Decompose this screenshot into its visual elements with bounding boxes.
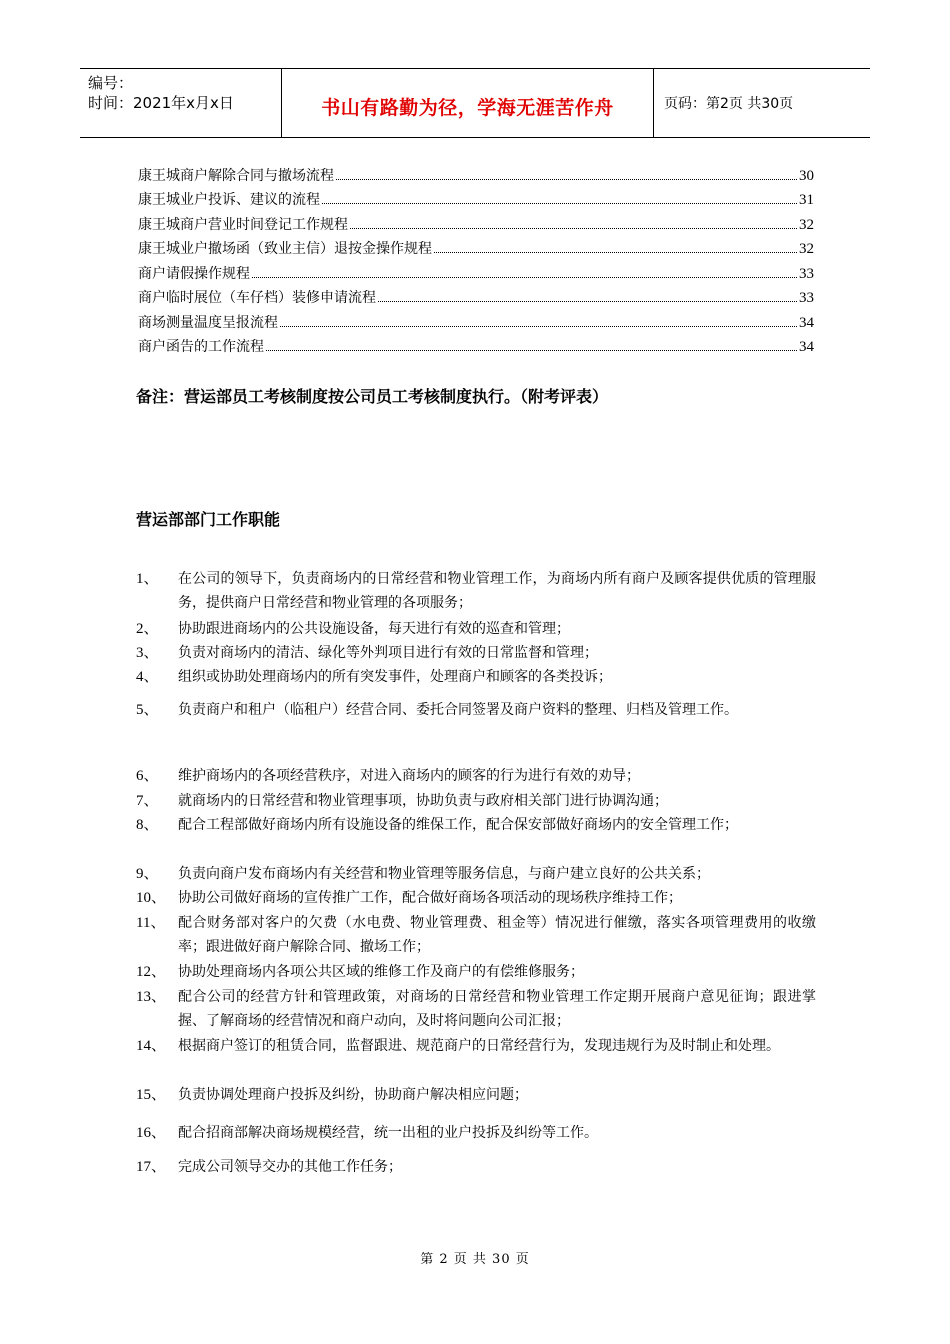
- toc-entry[interactable]: [138, 185, 814, 210]
- duty-item: [136, 1083, 816, 1107]
- duty-item: [136, 1155, 816, 1179]
- duty-text: 完成公司领导交办的其他工作任务；: [178, 1159, 402, 1175]
- toc-leader-dots: [350, 228, 797, 229]
- toc-entry-page: 33: [799, 265, 814, 282]
- duty-number: 17、: [136, 1159, 167, 1175]
- header-meta: [80, 69, 282, 137]
- toc-entry-page: 31: [799, 192, 814, 208]
- duty-text: 配合财务部对客户的欠费（水电费、物业管理费、租金等）情况进行催缴，落实各项管理费用的收缴率；跟进做好商户解除合同、撤场工作；: [178, 915, 816, 955]
- toc-entry-title: 商户请假操作规程: [138, 265, 250, 282]
- duty-item: [136, 764, 816, 788]
- duty-number: 15、: [136, 1087, 167, 1103]
- duty-text: 负责向商户发布商场内有关经营和物业管理等服务信息，与商户建立良好的公共关系；: [178, 866, 710, 882]
- toc-entry-title: 康王城业户撤场函（致业主信）退按金操作规程: [138, 241, 432, 257]
- duty-item: [136, 567, 816, 615]
- duty-number: 10、: [136, 890, 167, 906]
- toc-entry-title: 商场测量温度呈报流程: [138, 314, 278, 331]
- duty-item: [136, 789, 816, 813]
- duty-item: [136, 813, 816, 837]
- toc-leader-dots: [336, 179, 797, 180]
- duty-number: 12、: [136, 964, 167, 980]
- toc-leader-dots: [252, 277, 797, 278]
- duty-item: [136, 617, 816, 641]
- document-header: [80, 68, 870, 138]
- duty-number: 1、: [136, 571, 159, 587]
- toc-leader-dots: [378, 301, 797, 302]
- page-footer: 第 2 页 共 30 页: [420, 1252, 530, 1267]
- duty-number: 3、: [136, 645, 159, 661]
- toc-entry[interactable]: [138, 332, 814, 357]
- duty-text: 配合公司的经营方针和管理政策，对商场的日常经营和物业管理工作定期开展商户意见征询；跟进掌握、了解商场的经营情况和商户动向，及时将问题向公司汇报；: [178, 989, 816, 1029]
- duty-text: 配合工程部做好商场内所有设施设备的维保工作，配合保安部做好商场内的安全管理工作；: [178, 817, 738, 833]
- duty-text: 协助公司做好商场的宣传推广工作，配合做好商场各项活动的现场秩序维持工作；: [178, 890, 682, 906]
- toc-leader-dots: [266, 350, 797, 351]
- duty-number: 16、: [136, 1125, 167, 1141]
- duty-item: [136, 641, 816, 665]
- duty-text: 组织或协助处理商场内的所有突发事件，处理商户和顾客的各类投诉；: [178, 669, 612, 685]
- toc-entry-page: 32: [799, 216, 814, 233]
- table-of-contents: [138, 160, 814, 356]
- toc-entry-page: 34: [799, 339, 814, 355]
- duty-item: [136, 985, 816, 1033]
- section-title: 营运部部门工作职能: [136, 510, 281, 529]
- duty-number: 4、: [136, 669, 159, 685]
- duty-number: 8、: [136, 817, 159, 833]
- duty-item: [136, 1034, 816, 1058]
- duty-number: 11、: [136, 915, 166, 931]
- header-motto: 书山有路勤为径，学海无涯苦作舟: [282, 69, 654, 137]
- assessment-note: 备注：营运部员工考核制度按公司员工考核制度执行。（附考评表）: [136, 387, 609, 406]
- duty-item: [136, 665, 816, 689]
- toc-entry[interactable]: [138, 160, 814, 185]
- duty-item: [136, 862, 816, 886]
- toc-entry-title: 商户临时展位（车仔档）装修申请流程: [138, 290, 376, 306]
- toc-entry[interactable]: [138, 234, 814, 259]
- duty-text: 维护商场内的各项经营秩序，对进入商场内的顾客的行为进行有效的劝导；: [178, 768, 640, 784]
- duty-item: [136, 690, 816, 730]
- duty-text: 负责协调处理商户投拆及纠纷，协助商户解决相应问题；: [178, 1087, 528, 1103]
- toc-entry[interactable]: [138, 258, 814, 283]
- duty-number: 9、: [136, 866, 159, 882]
- header-page-code: 页码：第2页 共30页: [664, 96, 794, 112]
- toc-entry-title: 康王城商户营业时间登记工作规程: [138, 216, 348, 233]
- toc-entry[interactable]: [138, 209, 814, 234]
- toc-entry-title: 康王城商户解除合同与撤场流程: [138, 167, 334, 184]
- duty-text: 就商场内的日常经营和物业管理事项，协助负责与政府相关部门进行协调沟通；: [178, 793, 668, 809]
- duty-text: 负责商户和租户（临租户）经营合同、委托合同签署及商户资料的整理、归档及管理工作。: [178, 702, 738, 718]
- toc-entry[interactable]: [138, 283, 814, 308]
- duty-text: 配合招商部解决商场规模经营，统一出租的业户投拆及纠纷等工作。: [178, 1125, 598, 1141]
- duty-number: 5、: [136, 702, 159, 718]
- duty-text: 在公司的领导下，负责商场内的日常经营和物业管理工作，为商场内所有商户及顾客提供优质的管理服务，提供商户日常经营和物业管理的各项服务；: [178, 571, 816, 611]
- duty-number: 13、: [136, 989, 167, 1005]
- duty-text: 协助处理商场内各项公共区域的维修工作及商户的有偿维修服务；: [178, 964, 584, 980]
- toc-entry-page: 30: [799, 167, 814, 184]
- duty-item: [136, 960, 816, 984]
- toc-entry-title: 康王城业户投诉、建议的流程: [138, 192, 320, 208]
- duty-number: 14、: [136, 1038, 167, 1054]
- duty-number: 7、: [136, 793, 159, 809]
- toc-leader-dots: [280, 326, 797, 327]
- duty-item: [136, 1121, 816, 1145]
- toc-entry-page: 34: [799, 314, 814, 331]
- duty-item: [136, 886, 816, 910]
- toc-leader-dots: [434, 252, 797, 253]
- duty-text: 根据商户签订的租赁合同，监督跟进、规范商户的日常经营行为，发现违规行为及时制止和处理。: [178, 1038, 780, 1054]
- number-label: 编号：: [88, 74, 134, 92]
- toc-entry[interactable]: [138, 307, 814, 332]
- duty-text: 负责对商场内的清洁、绿化等外判项目进行有效的日常监督和管理；: [178, 645, 598, 661]
- time-label: 时间：2021年x月x日: [88, 94, 234, 112]
- duty-item: [136, 911, 816, 959]
- duty-number: 6、: [136, 768, 159, 784]
- duty-text: 协助跟进商场内的公共设施设备，每天进行有效的巡查和管理；: [178, 621, 570, 637]
- toc-leader-dots: [322, 203, 797, 204]
- toc-entry-page: 32: [799, 241, 814, 257]
- duty-number: 2、: [136, 621, 159, 637]
- toc-entry-title: 商户函告的工作流程: [138, 339, 264, 355]
- toc-entry-page: 33: [799, 290, 814, 306]
